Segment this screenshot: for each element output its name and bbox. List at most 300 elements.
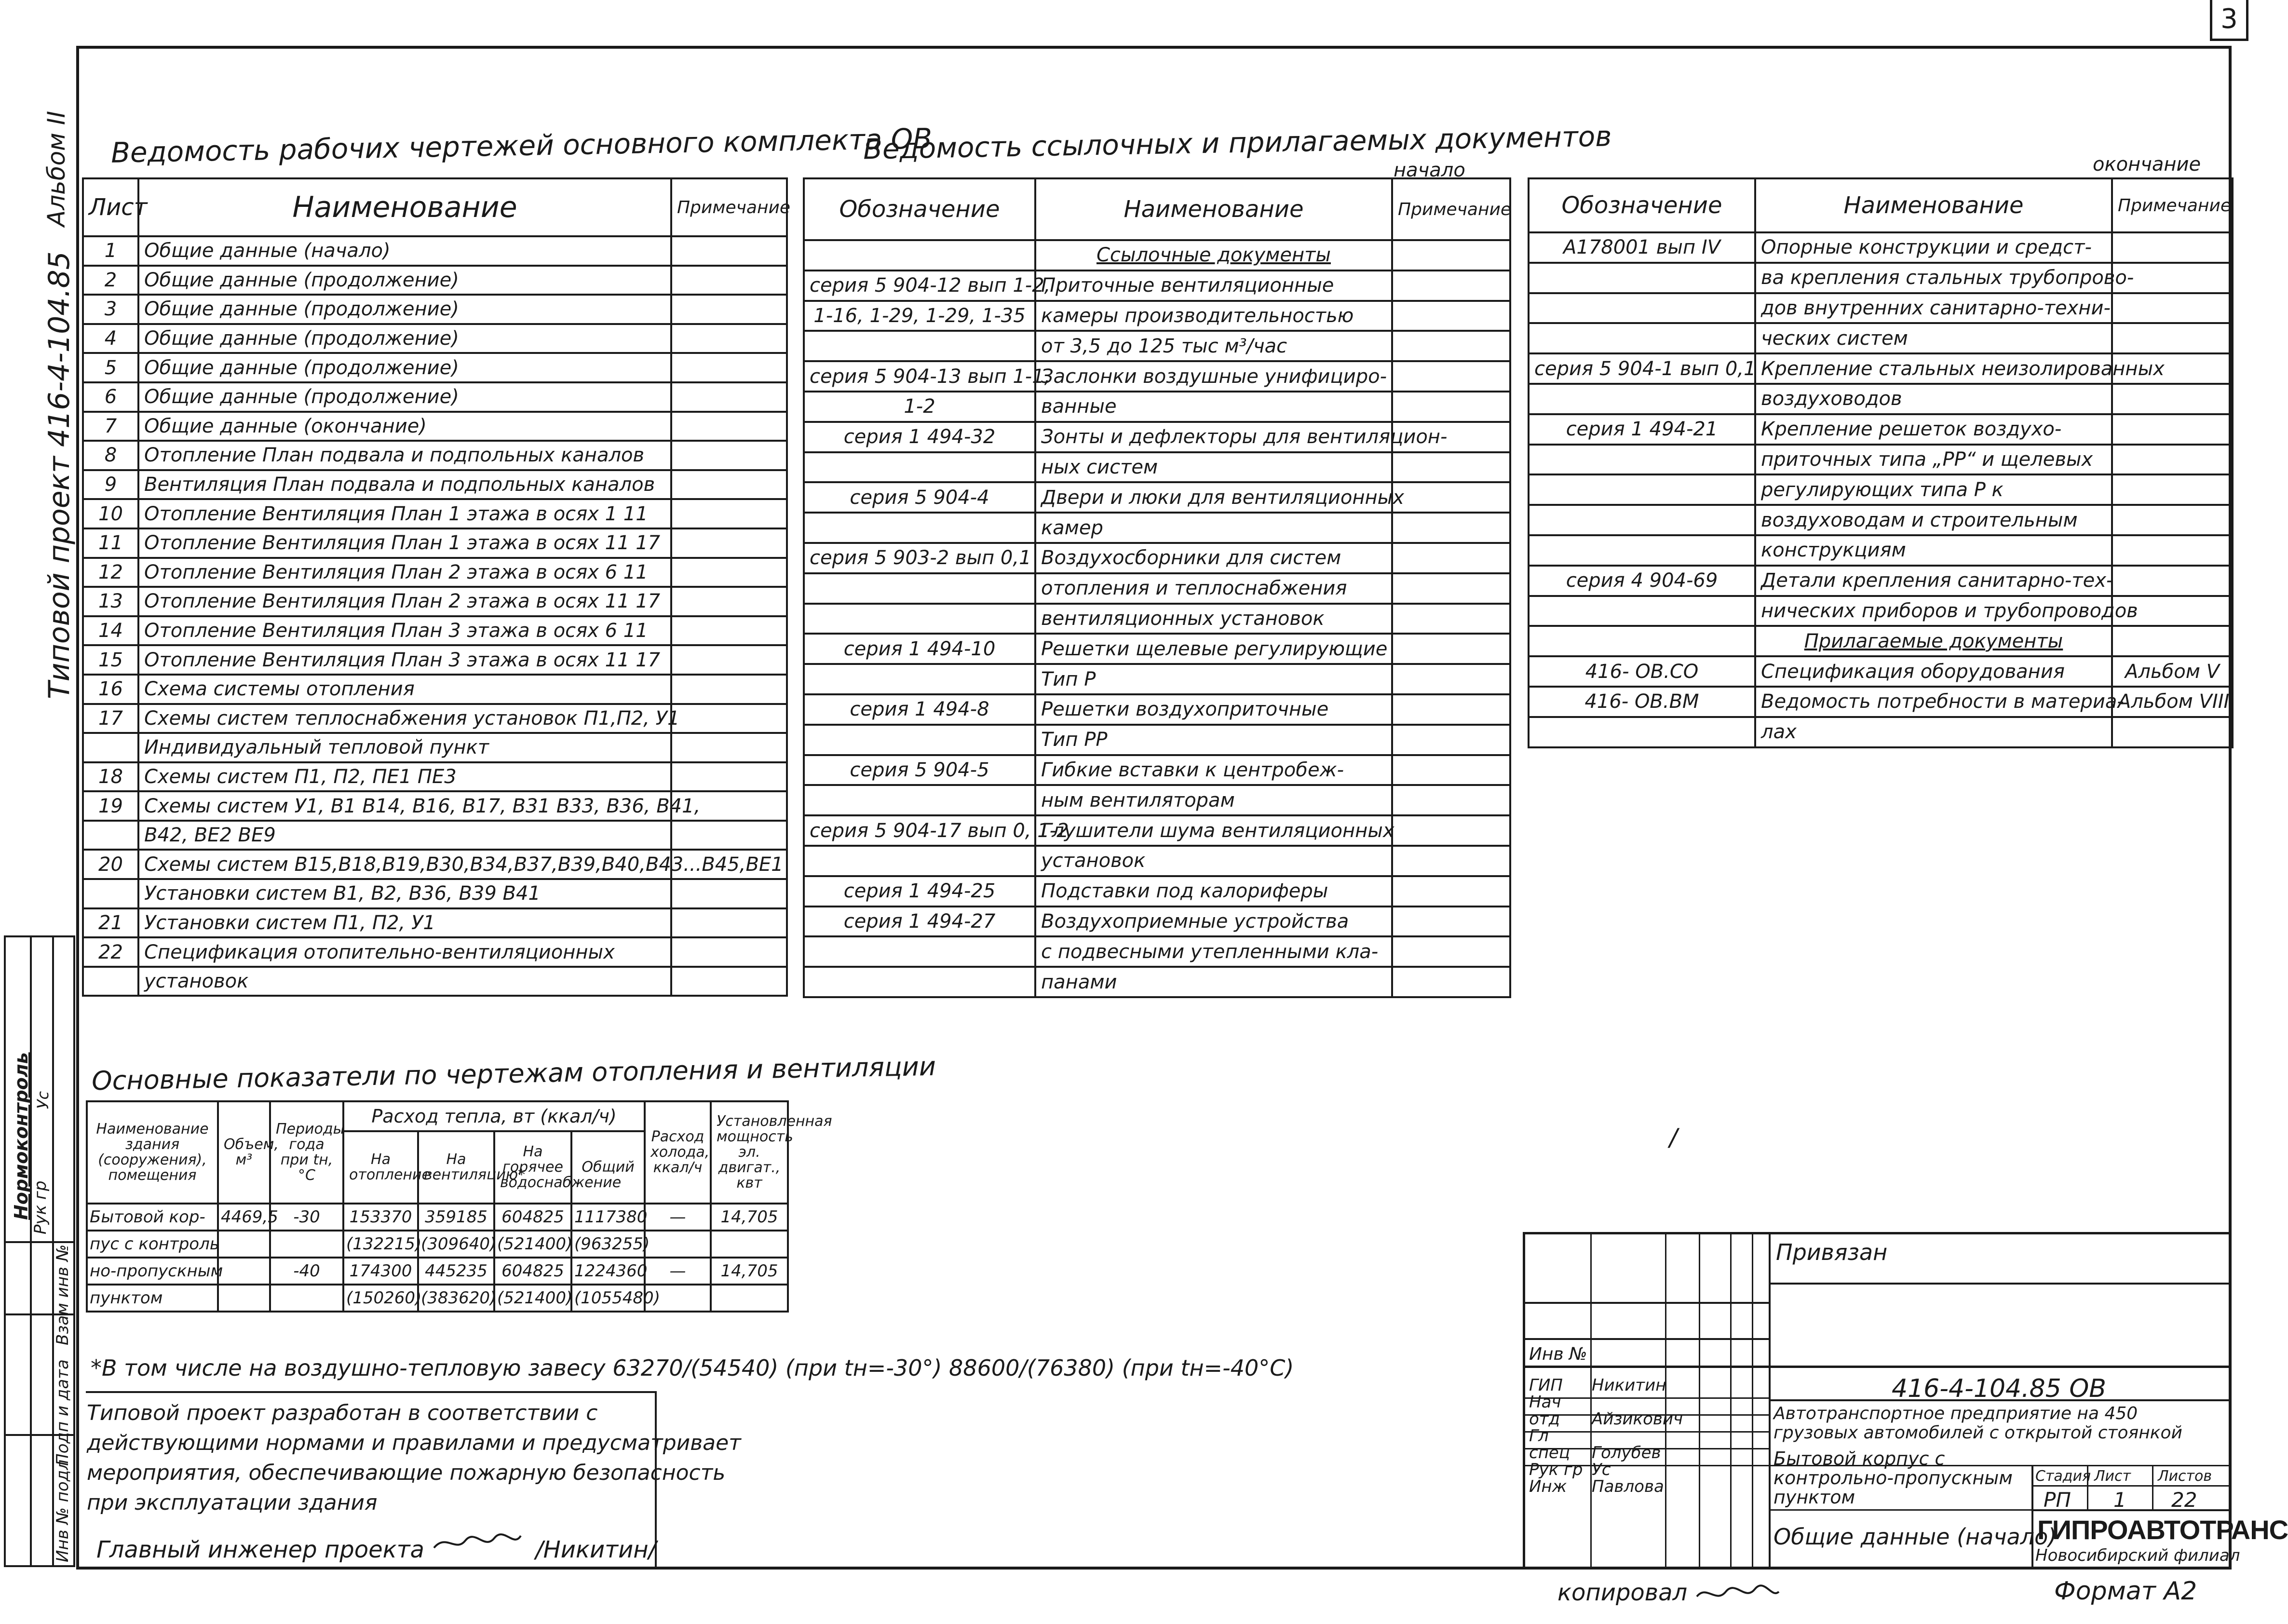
refs-title: Ведомость ссылочных и прилагаемых документов bbox=[863, 120, 1612, 166]
copied-label: копировал bbox=[1557, 1579, 1781, 1606]
wd-row-cell: 22 bbox=[83, 937, 138, 967]
wd-row-cell: Общие данные (продолжение) bbox=[138, 353, 671, 382]
rs-row-cell: от 3,5 до 125 тыс м³/час bbox=[1035, 331, 1392, 361]
ind-row-cell bbox=[270, 1231, 343, 1258]
wd-row bbox=[83, 295, 787, 324]
rs-row bbox=[804, 634, 1510, 664]
rs-row bbox=[804, 876, 1510, 907]
rs-row-cell bbox=[804, 785, 1035, 815]
wd-row-cell: Схемы систем У1, В1 В14, В16, В17, В31 В33, В36, В41, bbox=[138, 791, 671, 821]
re-row-cell: Крепление стальных неизолированных bbox=[1755, 353, 2112, 384]
rs-row bbox=[804, 846, 1510, 876]
format-label: Формат А2 bbox=[2054, 1577, 2197, 1606]
wd-row-cell bbox=[671, 558, 787, 587]
wd-row-cell: Отопление Вентиляция План 2 этажа в осях 6 11 bbox=[138, 558, 671, 587]
rs-row-cell bbox=[1392, 452, 1510, 483]
re-header-name: Наименование bbox=[1755, 178, 2112, 232]
rs-row bbox=[804, 513, 1510, 543]
ind-row-cell: (1055480) bbox=[571, 1285, 645, 1312]
wd-row-cell: 9 bbox=[83, 470, 138, 500]
wd-row bbox=[83, 821, 787, 850]
re-row-cell bbox=[1529, 445, 1755, 475]
rs-row bbox=[804, 967, 1510, 997]
wd-row-cell: Спецификация отопительно-вентиляционных bbox=[138, 937, 671, 967]
rs-row bbox=[804, 755, 1510, 785]
wd-row-cell bbox=[671, 821, 787, 850]
rs-row-cell: Решетки воздухоприточные bbox=[1035, 694, 1392, 725]
tb-sheets-header: Листов bbox=[2158, 1468, 2212, 1485]
album-side-label: Альбом II bbox=[42, 110, 70, 227]
re-row-cell: дов внутренних санитарно-техни- bbox=[1755, 293, 2112, 324]
wd-header-sheet: Лист bbox=[83, 178, 138, 236]
wd-row bbox=[83, 353, 787, 382]
wd-row bbox=[83, 558, 787, 587]
re-row-cell: серия 1 494-21 bbox=[1529, 414, 1755, 445]
rs-row-cell: Заслонки воздушные унифициро- bbox=[1035, 361, 1392, 392]
wd-row-cell: Схемы систем П1, П2, ПЕ1 ПЕ3 bbox=[138, 762, 671, 792]
rs-row-cell: Подставки под калориферы bbox=[1035, 876, 1392, 907]
wd-row-cell: 20 bbox=[83, 850, 138, 879]
re-row bbox=[1529, 596, 2233, 626]
chief-engineer bbox=[96, 1529, 656, 1563]
ind-row-cell: пунктом bbox=[87, 1285, 218, 1312]
wd-row bbox=[83, 236, 787, 266]
tb-sheet: 1 bbox=[2113, 1488, 2126, 1512]
rs-row-cell: серия 5 904-17 вып 0, 1-2 bbox=[804, 815, 1035, 846]
ind-row-cell: -30 bbox=[270, 1204, 343, 1231]
re-row-cell: регулирующих типа Р к bbox=[1755, 474, 2112, 505]
wd-row-cell bbox=[671, 470, 787, 500]
wd-row-cell: Установки систем В1, В2, В36, В39 В41 bbox=[138, 879, 671, 908]
rs-row bbox=[804, 573, 1510, 604]
wd-row-cell bbox=[671, 382, 787, 412]
re-row-cell bbox=[2112, 566, 2233, 596]
rs-row-cell: Тип РР bbox=[1035, 725, 1392, 755]
wd-header-name: Наименование bbox=[138, 178, 671, 236]
wd-row bbox=[83, 762, 787, 792]
wd-row-cell: 15 bbox=[83, 645, 138, 675]
indicators-rows bbox=[87, 1204, 788, 1312]
re-row-cell bbox=[1529, 505, 1755, 535]
ind-row-cell: 153370 bbox=[343, 1204, 418, 1231]
project-note-line: при эксплуатации здания bbox=[87, 1490, 378, 1515]
ind-row-cell: (383620) bbox=[418, 1285, 494, 1312]
ind-row-cell: 445235 bbox=[418, 1258, 494, 1285]
rs-row bbox=[804, 422, 1510, 452]
wd-row-cell bbox=[671, 236, 787, 266]
rs-row-cell: ных систем bbox=[1035, 452, 1392, 483]
tb-privyazan: Привязан bbox=[1776, 1239, 1888, 1265]
re-row bbox=[1529, 626, 2233, 656]
ind-row-cell: (132215) bbox=[343, 1231, 418, 1258]
wd-row-cell: Индивидуальный тепловой пункт bbox=[138, 733, 671, 762]
tb-role-row: Рук гр Уc bbox=[1529, 1460, 1611, 1479]
ruk-gr-label: Рук гр bbox=[31, 1180, 50, 1234]
inv-col-replace: Взам инв № bbox=[53, 1244, 72, 1345]
wd-row bbox=[83, 967, 787, 996]
re-row bbox=[1529, 414, 2233, 445]
wd-row-cell: 4 bbox=[83, 324, 138, 353]
wd-row-cell: Общие данные (продолжение) bbox=[138, 382, 671, 412]
wd-row-cell bbox=[671, 353, 787, 382]
wd-row-cell bbox=[671, 266, 787, 295]
wd-row-cell bbox=[671, 733, 787, 762]
rs-row-cell: 1-2 bbox=[804, 392, 1035, 422]
wd-row-cell: 2 bbox=[83, 266, 138, 295]
rs-row-cell bbox=[804, 725, 1035, 755]
chief-engineer-name: /Никитин/ bbox=[535, 1536, 656, 1563]
re-row-cell: ва крепления стальных трубопрово- bbox=[1755, 263, 2112, 293]
tb-object: Автотранспортное предприятие на 450 грузовых автомобилей с открытой стоянкой bbox=[1774, 1404, 2182, 1443]
wd-row bbox=[83, 382, 787, 412]
re-row-cell: серия 4 904-69 bbox=[1529, 566, 1755, 596]
working-drawings-rows bbox=[83, 236, 787, 996]
rs-header-code: Обозначение bbox=[804, 178, 1035, 240]
wd-row-cell bbox=[671, 499, 787, 528]
rs-row-cell bbox=[1392, 482, 1510, 513]
rs-row-cell bbox=[1392, 331, 1510, 361]
working-drawings-title: Ведомость рабочих чертежей основного комплекта ОВ bbox=[110, 122, 933, 169]
wd-row bbox=[83, 324, 787, 353]
rs-row-cell bbox=[804, 331, 1035, 361]
re-row-cell bbox=[2112, 445, 2233, 475]
wd-row-cell: 3 bbox=[83, 295, 138, 324]
rs-row bbox=[804, 392, 1510, 422]
ind-h-cold: Расход холода, ккал/ч bbox=[645, 1101, 711, 1204]
rs-row bbox=[804, 785, 1510, 815]
wd-row-cell: 17 bbox=[83, 704, 138, 733]
project-side-label: Типовой проект 416-4-104.85 bbox=[42, 251, 76, 699]
ind-row bbox=[87, 1258, 788, 1285]
rs-row-cell bbox=[1392, 876, 1510, 907]
wd-row-cell bbox=[671, 645, 787, 675]
wd-row bbox=[83, 908, 787, 938]
inv-col-original: Инв № подл bbox=[53, 1460, 72, 1562]
rs-row-cell: 1-16, 1-29, 1-29, 1-35 bbox=[804, 301, 1035, 331]
re-row-cell bbox=[1529, 717, 1755, 747]
re-row bbox=[1529, 232, 2233, 263]
rs-row bbox=[804, 301, 1510, 331]
ind-row-cell: 4469,5 bbox=[218, 1204, 270, 1231]
rs-row-cell bbox=[1392, 725, 1510, 755]
re-row bbox=[1529, 353, 2233, 384]
rs-row bbox=[804, 543, 1510, 573]
rs-row-cell bbox=[1392, 271, 1510, 301]
re-row bbox=[1529, 535, 2233, 566]
re-row-cell bbox=[2112, 232, 2233, 263]
tb-building: Бытовой корпус с контрольно-пропускным пунктом bbox=[1774, 1448, 2013, 1508]
re-row-cell bbox=[1529, 293, 1755, 324]
wd-row-cell: 6 bbox=[83, 382, 138, 412]
ind-h-vent: На вентиляцию* bbox=[418, 1131, 494, 1204]
re-row-cell: приточных типа „РР“ и щелевых bbox=[1755, 445, 2112, 475]
re-header-note: Примечание bbox=[2112, 178, 2233, 232]
rs-row-cell bbox=[1392, 361, 1510, 392]
chief-engineer-label: Главный инженер проекта bbox=[96, 1536, 424, 1563]
wd-row-cell: 13 bbox=[83, 587, 138, 616]
wd-row-cell: 18 bbox=[83, 762, 138, 792]
wd-row-cell: 19 bbox=[83, 791, 138, 821]
re-row bbox=[1529, 445, 2233, 475]
tb-sheet-header: Лист bbox=[2094, 1468, 2131, 1485]
rs-row-cell: Тип Р bbox=[1035, 664, 1392, 694]
rs-row-cell: Приточные вентиляционные bbox=[1035, 271, 1392, 301]
rs-row bbox=[804, 240, 1510, 271]
tb-role-row: ГИП Никитин bbox=[1529, 1376, 1666, 1395]
wd-row bbox=[83, 587, 787, 616]
ind-row-cell: 174300 bbox=[343, 1258, 418, 1285]
wd-row-cell: 8 bbox=[83, 441, 138, 470]
re-header-code: Обозначение bbox=[1529, 178, 1755, 232]
wd-row-cell: 10 bbox=[83, 499, 138, 528]
wd-row bbox=[83, 528, 787, 558]
re-row-cell bbox=[2112, 535, 2233, 566]
wd-row-cell bbox=[671, 762, 787, 792]
ind-row-cell bbox=[711, 1231, 788, 1258]
rs-row bbox=[804, 664, 1510, 694]
tb-stage-header: Стадия bbox=[2035, 1468, 2091, 1485]
wd-row-cell: Отопление Вентиляция План 3 этажа в осях 6 11 bbox=[138, 616, 671, 646]
indicators-title: Основные показатели по чертежам отопления и вентиляции bbox=[91, 1051, 936, 1096]
re-row-cell: Опорные конструкции и средст- bbox=[1755, 232, 2112, 263]
rs-row-cell bbox=[804, 967, 1035, 997]
ind-row-cell: 1224360 bbox=[571, 1258, 645, 1285]
wd-row-cell bbox=[671, 616, 787, 646]
wd-row bbox=[83, 412, 787, 441]
rs-row-cell bbox=[1392, 967, 1510, 997]
rs-row-cell bbox=[1392, 694, 1510, 725]
re-row-cell: Ведомость потребности в материа- bbox=[1755, 687, 2112, 717]
rs-row-cell bbox=[804, 936, 1035, 967]
sheet-corner-number: 3 bbox=[2210, 0, 2248, 41]
ind-row-cell: (521400) bbox=[494, 1285, 571, 1312]
tb-role-row: Гл спец Голубев bbox=[1529, 1426, 1661, 1462]
tb-role-row: Нач отд Айзикович bbox=[1529, 1393, 1683, 1429]
ind-row-cell: пус с контроль bbox=[87, 1231, 218, 1258]
wd-row-cell: Общие данные (окончание) bbox=[138, 412, 671, 441]
wd-row-cell bbox=[671, 295, 787, 324]
rs-row-cell: серия 1 494-8 bbox=[804, 694, 1035, 725]
wd-row-cell: В42, ВЕ2 ВЕ9 bbox=[138, 821, 671, 850]
wd-row-cell: 11 bbox=[83, 528, 138, 558]
rs-row-cell: Воздухосборники для систем bbox=[1035, 543, 1392, 573]
ind-row-cell bbox=[711, 1285, 788, 1312]
wd-row-cell: Отопление Вентиляция План 2 этажа в осях 11 17 bbox=[138, 587, 671, 616]
wd-row-cell: Схема системы отопления bbox=[138, 675, 671, 704]
rs-row bbox=[804, 482, 1510, 513]
ind-row-cell: (150260) bbox=[343, 1285, 418, 1312]
wd-row bbox=[83, 645, 787, 675]
rs-row-cell bbox=[1392, 513, 1510, 543]
rs-row bbox=[804, 331, 1510, 361]
wd-row bbox=[83, 499, 787, 528]
ind-h-hotwater: На горячее водоснабжение bbox=[494, 1131, 571, 1204]
rs-row-cell: Глушители шума вентиляционных bbox=[1035, 815, 1392, 846]
inv-col-sign-date: Подп и дата bbox=[53, 1359, 72, 1466]
project-note-line: действующими нормами и правилами и предусматривает bbox=[87, 1431, 741, 1455]
re-row-cell bbox=[2112, 474, 2233, 505]
rs-row-cell: установок bbox=[1035, 846, 1392, 876]
re-row bbox=[1529, 566, 2233, 596]
rs-header-name: Наименование bbox=[1035, 178, 1392, 240]
rs-row-cell bbox=[1392, 240, 1510, 271]
tb-inv-no: Инв № bbox=[1529, 1344, 1587, 1364]
rs-row-cell: Воздухоприемные устройства bbox=[1035, 907, 1392, 937]
rs-row bbox=[804, 694, 1510, 725]
rs-row-cell bbox=[1392, 785, 1510, 815]
re-row bbox=[1529, 293, 2233, 324]
re-row-cell: Спецификация оборудования bbox=[1755, 656, 2112, 687]
rs-row-cell bbox=[1392, 573, 1510, 604]
re-row-cell: Альбом V bbox=[2112, 656, 2233, 687]
wd-row-cell: 14 bbox=[83, 616, 138, 646]
ind-row-cell bbox=[270, 1285, 343, 1312]
project-note-line: мероприятия, обеспечивающие пожарную безопасность bbox=[87, 1461, 726, 1485]
re-row-cell bbox=[1529, 323, 1755, 353]
project-note-line: Типовой проект разработан в соответствии с bbox=[87, 1401, 598, 1425]
ind-row-cell bbox=[218, 1285, 270, 1312]
rs-row-cell bbox=[1392, 634, 1510, 664]
re-row-cell: воздуховодам и строительным bbox=[1755, 505, 2112, 535]
ind-row-cell: — bbox=[645, 1258, 711, 1285]
wd-header-note: Примечание bbox=[671, 178, 787, 236]
wd-row bbox=[83, 791, 787, 821]
ind-row-cell: 604825 bbox=[494, 1204, 571, 1231]
wd-row-cell bbox=[83, 879, 138, 908]
wd-row-cell bbox=[671, 937, 787, 967]
wd-row-cell: Общие данные (продолжение) bbox=[138, 266, 671, 295]
re-row-cell: лах bbox=[1755, 717, 2112, 747]
wd-row-cell bbox=[83, 821, 138, 850]
wd-row-cell: Общие данные (продолжение) bbox=[138, 324, 671, 353]
re-row-cell: А178001 вып IV bbox=[1529, 232, 1755, 263]
rs-row bbox=[804, 361, 1510, 392]
wd-row-cell: Вентиляция План подвала и подпольных каналов bbox=[138, 470, 671, 500]
rs-row-cell bbox=[1392, 936, 1510, 967]
rs-row-cell: серия 5 904-12 вып 1-2, bbox=[804, 271, 1035, 301]
rs-row bbox=[804, 452, 1510, 483]
rs-row-cell: серия 1 494-10 bbox=[804, 634, 1035, 664]
wd-row-cell: 5 bbox=[83, 353, 138, 382]
wd-row-cell: Общие данные (начало) bbox=[138, 236, 671, 266]
wd-row-cell: Отопление Вентиляция План 3 этажа в осях 11 17 bbox=[138, 645, 671, 675]
normocontrol-label: Нормоконтроль bbox=[11, 1052, 32, 1220]
re-row-cell bbox=[2112, 717, 2233, 747]
rs-row-cell: вентиляционных установок bbox=[1035, 604, 1392, 634]
re-row bbox=[1529, 687, 2233, 717]
rs-row-cell bbox=[1392, 301, 1510, 331]
tb-sheets: 22 bbox=[2171, 1488, 2197, 1512]
wd-row-cell bbox=[83, 967, 138, 996]
re-row-cell bbox=[2112, 293, 2233, 324]
rs-row-cell: панами bbox=[1035, 967, 1392, 997]
working-drawings-table bbox=[82, 177, 791, 997]
wd-row bbox=[83, 733, 787, 762]
wd-row-cell bbox=[671, 908, 787, 938]
re-row bbox=[1529, 263, 2233, 293]
ind-row bbox=[87, 1204, 788, 1231]
rs-row-cell bbox=[804, 573, 1035, 604]
re-row bbox=[1529, 717, 2233, 747]
tb-roles bbox=[1529, 1377, 1683, 1495]
re-row-cell bbox=[1529, 626, 1755, 656]
rs-row-cell bbox=[804, 513, 1035, 543]
wd-row bbox=[83, 879, 787, 908]
ind-row-cell: 359185 bbox=[418, 1204, 494, 1231]
wd-row-cell: 16 bbox=[83, 675, 138, 704]
wd-row-cell: 12 bbox=[83, 558, 138, 587]
copyist-signature bbox=[1694, 1582, 1781, 1606]
wd-row bbox=[83, 470, 787, 500]
refs-end-sub: окончание bbox=[2093, 153, 2201, 176]
ind-row bbox=[87, 1285, 788, 1312]
re-row-cell: 416- ОВ.СО bbox=[1529, 656, 1755, 687]
tb-stage: РП bbox=[2044, 1488, 2071, 1512]
ind-h-period: Периоды года при tн,°С bbox=[270, 1101, 343, 1204]
re-row-cell: нических приборов и трубопроводов bbox=[1755, 596, 2112, 626]
re-row bbox=[1529, 474, 2233, 505]
wd-row-cell: 7 bbox=[83, 412, 138, 441]
wd-row bbox=[83, 616, 787, 646]
re-row-cell: Прилагаемые документы bbox=[1755, 626, 2112, 656]
refs-end-rows bbox=[1529, 232, 2233, 747]
rs-row-cell: Зонты и дефлекторы для вентиляцион- bbox=[1035, 422, 1392, 452]
rs-row-cell: Ссылочные документы bbox=[1035, 240, 1392, 271]
ind-row-cell: 14,705 bbox=[711, 1258, 788, 1285]
rs-row-cell: серия 1 494-25 bbox=[804, 876, 1035, 907]
ind-row-cell: (309640) bbox=[418, 1231, 494, 1258]
re-row-cell bbox=[1529, 474, 1755, 505]
re-row-cell: воздуховодов bbox=[1755, 384, 2112, 414]
wd-row-cell: Схемы систем В15,В18,В19,В30,В34,В37,В39,В40,В43...В45,ВЕ1 bbox=[138, 850, 671, 879]
rs-row-cell bbox=[804, 664, 1035, 694]
rs-row-cell: серия 5 904-4 bbox=[804, 482, 1035, 513]
ind-h-total: Общий bbox=[571, 1131, 645, 1204]
re-row-cell: ческих систем bbox=[1755, 323, 2112, 353]
ind-row-cell: 14,705 bbox=[711, 1204, 788, 1231]
ind-row-cell: 1117380 bbox=[571, 1204, 645, 1231]
rs-row-cell bbox=[1392, 815, 1510, 846]
ind-h-heat-group: Расход тепла, вт (ккал/ч) bbox=[343, 1101, 645, 1131]
ind-row-cell: 604825 bbox=[494, 1258, 571, 1285]
ind-row-cell: (963255) bbox=[571, 1231, 645, 1258]
rs-row-cell bbox=[1392, 755, 1510, 785]
rs-row bbox=[804, 936, 1510, 967]
wd-row-cell bbox=[671, 528, 787, 558]
wd-row-cell bbox=[671, 324, 787, 353]
rs-row-cell bbox=[804, 604, 1035, 634]
wd-row-cell bbox=[671, 675, 787, 704]
wd-row bbox=[83, 675, 787, 704]
ind-row-cell: но-пропускным bbox=[87, 1258, 218, 1285]
wd-row-cell bbox=[671, 967, 787, 996]
rs-row-cell bbox=[804, 846, 1035, 876]
rs-row-cell bbox=[804, 452, 1035, 483]
re-row-cell: серия 5 904-1 вып 0,1 bbox=[1529, 353, 1755, 384]
wd-row-cell bbox=[671, 412, 787, 441]
re-row-cell: 416- ОВ.ВМ bbox=[1529, 687, 1755, 717]
ind-row bbox=[87, 1231, 788, 1258]
rs-row-cell: серия 5 904-5 bbox=[804, 755, 1035, 785]
rs-row-cell: Гибкие вставки к центробеж- bbox=[1035, 755, 1392, 785]
tb-org-logo: ГИПРОАВТОТРАНС bbox=[2037, 1515, 2288, 1545]
wd-row bbox=[83, 850, 787, 879]
ind-row-cell bbox=[645, 1231, 711, 1258]
re-row-cell: конструкциям bbox=[1755, 535, 2112, 566]
re-row-cell bbox=[1529, 596, 1755, 626]
ind-h-volume: Объем, м³ bbox=[218, 1101, 270, 1204]
rs-row-cell: камер bbox=[1035, 513, 1392, 543]
